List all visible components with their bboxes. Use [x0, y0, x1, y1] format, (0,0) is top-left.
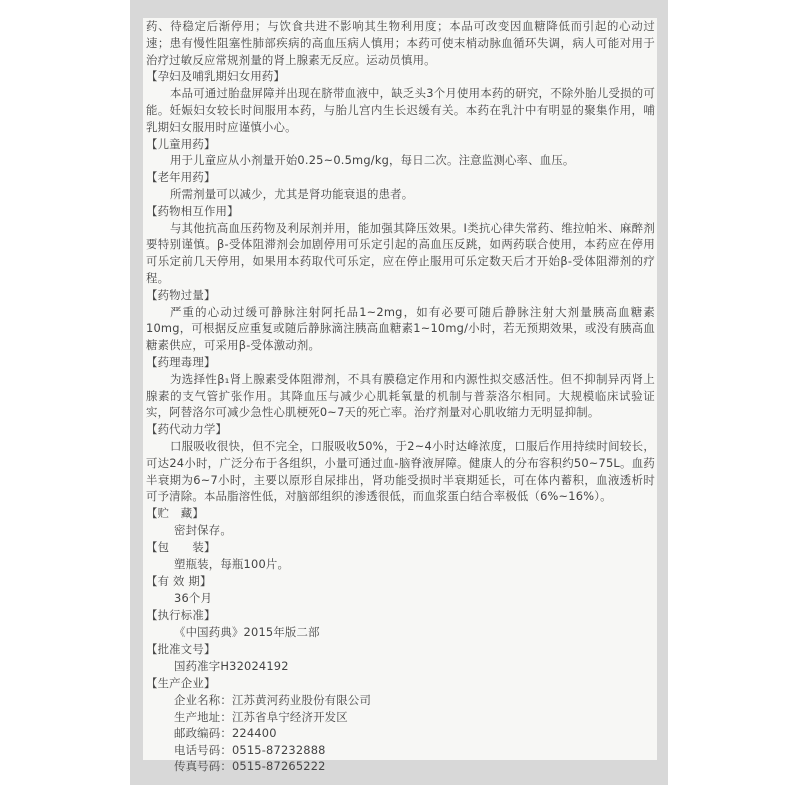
section-expiry — [146, 573, 655, 607]
section-interactions — [146, 203, 655, 287]
section-heading: 【有 效 期】 — [146, 574, 212, 589]
section-storage — [146, 505, 655, 539]
section-heading: 【药物过量】 — [146, 287, 216, 302]
leaflet-content — [143, 18, 657, 775]
section-heading: 【老年用药】 — [146, 170, 216, 185]
leaflet-page — [143, 18, 657, 774]
section-elderly — [146, 169, 655, 203]
section-heading: 【儿童用药】 — [146, 136, 216, 151]
intro-continued-text: 药、待稳定后渐停用；与饮食共进不影响其生物利用度；本品可改变因血糖降低而引起的心动过速；患有慢性阻塞性肺部疾病的高血压病人慎用；本药可使末梢动脉血循环失调，病人可能对用于治疗过敏反应常规剂量的肾上腺素无反应。运动员慎用。 — [146, 19, 655, 67]
section-overdose — [146, 287, 655, 354]
section-body: 本品可通过胎盘屏障并出现在脐带血液中，缺乏头3个月使用本药的研究，不除外胎儿受损的可能。妊娠妇女较长时间服用本药，与胎儿宫内生长迟缓有关。本药在乳汁中有明显的聚集作用，哺乳期妇女服用时应谨慎小心。 — [146, 86, 655, 134]
company-name: 企业名称：江苏黄河药业股份有限公司 — [174, 692, 372, 707]
section-manufacturer — [146, 675, 655, 775]
section-body: 严重的心动过缓可静脉注射阿托品1~2mg，如有必要可随后静脉注射大剂量胰高血糖素10mg，可根据反应重复或随后静脉滴注胰高血糖素1~10mg/小时，若无预期效果，或没有胰高血糖素供应，可采用β-受体激动剂。 — [146, 304, 655, 353]
section-heading: 【药物相互作用】 — [146, 203, 239, 218]
section-heading: 【孕妇及哺乳期妇女用药】 — [146, 69, 286, 84]
section-body: 《中国药典》2015年版二部 — [174, 624, 320, 639]
section-body: 密封保存。 — [174, 522, 232, 537]
section-heading: 【生产企业】 — [146, 676, 216, 691]
section-heading: 【药代动力学】 — [146, 422, 228, 437]
section-heading: 【执行标准】 — [146, 608, 216, 623]
fax-number: 传真号码：0515-87265222 — [174, 759, 326, 774]
section-body: 36个月 — [174, 590, 213, 605]
manufacturer-details — [146, 692, 655, 775]
section-heading: 【批准文号】 — [146, 642, 216, 657]
section-body: 用于儿童应从小剂量开始0.25~0.5mg/kg，每日二次。注意监测心率、血压。 — [169, 153, 575, 168]
section-standard — [146, 607, 655, 641]
section-body: 口服吸收很快，但不完全，口服吸收50%，于2~4小时达峰浓度，口服后作用持续时间较长，可达24小时，广泛分布于各组织，小量可通过血-脑脊液屏障。健康人的分布容积约50~75L。血药半衰期为6~7小时，主要以原形自尿排出，肾功能受损时半衰期延长，可在体内蓄积，血液透析时可予清除。本品脂溶性低，对脑部组织的渗透很低，而血浆蛋白结合率极低（6%~16%）。 — [146, 438, 655, 504]
section-pharmacology — [146, 354, 655, 421]
section-packaging — [146, 539, 655, 573]
section-heading: 【药理毒理】 — [146, 354, 216, 369]
section-body: 为选择性β₁肾上腺素受体阻滞剂，不具有膜稳定作用和内源性拟交感活性。但不抑制异丙肾上腺素的支气管扩张作用。其降血压与减少心肌耗氧量的机制与普萘洛尔相同。大规模临床试验证实，阿替洛尔可减少急性心肌梗死0~7天的死亡率。治疗剂量对心肌收缩力无明显抑制。 — [146, 371, 655, 420]
section-heading: 【贮 藏】 — [146, 506, 204, 521]
section-body: 国药准字H32024192 — [174, 658, 289, 673]
section-approval-number — [146, 641, 655, 675]
section-body: 塑瓶装，每瓶100片。 — [174, 556, 290, 571]
section-body: 与其他抗高血压药物及利尿剂并用，能加强其降压效果。Ⅰ类抗心律失常药、维拉帕米、麻醉剂要特别谨慎。β-受体阻滞剂会加剧停用可乐定引起的高血压反跳，如两药联合使用，本药应在停用可乐定前几天停用，如果用本药取代可乐定，应在停止服用可乐定数天后才开始β-受体阻滞剂的疗程。 — [146, 220, 655, 285]
postal-code: 邮政编码：224400 — [174, 726, 277, 741]
company-address: 生产地址：江苏省阜宁经济开发区 — [174, 709, 348, 724]
section-pharmacokinetics — [146, 421, 655, 505]
section-body: 所需剂量可以减少，尤其是肾功能衰退的患者。 — [169, 186, 414, 201]
section-children — [146, 136, 655, 170]
section-pregnancy — [146, 68, 655, 135]
section-heading: 【包 装】 — [146, 540, 216, 555]
phone-number: 电话号码：0515-87232888 — [174, 742, 326, 757]
